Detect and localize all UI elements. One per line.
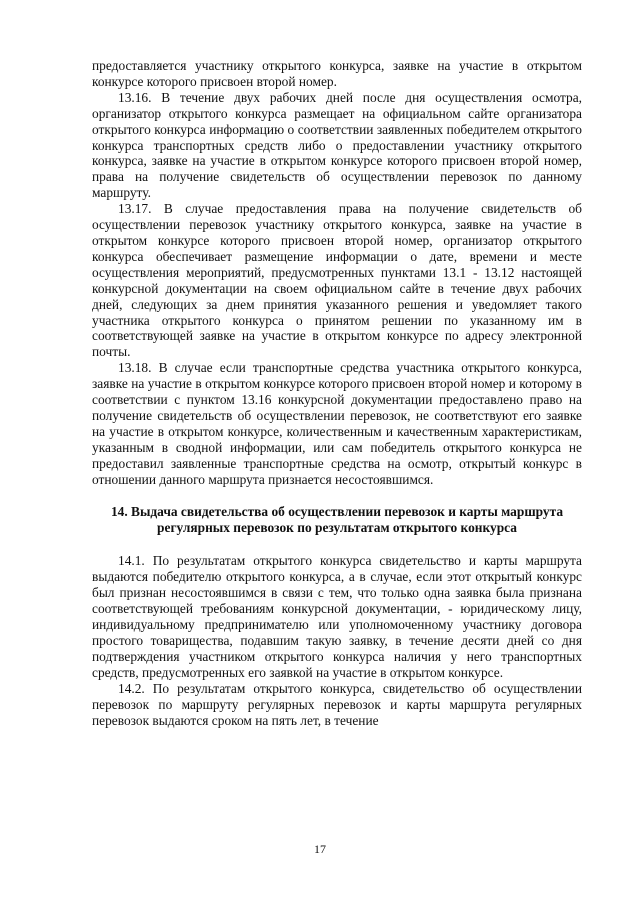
paragraph-13-17: 13.17. В случае предоставления права на получение свидетельств об осуществлении перевозок участнику открытого конкурса, заявке на участие в открытом конкурсе которого присвоен второй номер, организатор открытого конкурса обеспечивает размещение информации о дате, времени и месте осуществления мероприятий, предусмотренных пунктами 13.1 - 13.12 настоящей конкурсной документации на своем официальном сайте в течение двух рабочих дней, следующих за днем принятия указанного решения и уведомляет такого участника открытого конкурса о принятом решении по указанному им в соответствующей заявке на участие в открытом конкурсе по адресу электронной почты. [92, 201, 582, 360]
paragraph-14-2: 14.2. По результатам открытого конкурса, свидетельство об осуществлении перевозок по маршруту регулярных перевозок и карты маршрута регулярных перевозок выдаются сроком на пять лет, в течение [92, 680, 582, 728]
paragraph-14-1: 14.1. По результатам открытого конкурса свидетельство и карты маршрута выдаются победителю открытого конкурса, а в случае, если этот открытый конкурс был признан несостоявшимся в связи с тем, что только одна заявка была признана соответствующей требованиям конкурсной документации, - юридическому лицу, индивидуальному предпринимателю или уполномоченному участнику договора простого товарищества, подавшим такую заявку, в течение десяти дней со дня подтверждения участником открытого конкурса наличия у него транспортных средств, предусмотренных его заявкой на участие в открытом конкурсе. [92, 553, 582, 680]
section-heading-14: 14. Выдача свидетельства об осуществлении перевозок и карты маршрута регулярных перевозок по результатам открытого конкурса [110, 504, 564, 536]
paragraph-13-16: 13.16. В течение двух рабочих дней после дня осуществления осмотра, организатор открытого конкурса размещает на официальном сайте организатора открытого конкурса информацию о соответствии заявленных победителем открытого конкурса транспортных средств либо о предоставлении участнику открытого конкурса, заявке на участие в открытом конкурсе которого присвоен второй номер, права на получение свидетельств об осуществлении перевозок по данному маршруту. [92, 89, 582, 201]
paragraph-13-18: 13.18. В случае если транспортные средства участника открытого конкурса, заявке на участие в открытом конкурсе которого присвоен второй номер и которому в соответствии с пунктом 13.16 конкурсной документации предоставлено право на получение свидетельств об осуществлении перевозок, не соответствуют его заявке на участие в открытом конкурсе, количественным и качественным характеристикам, указанным в сводной информации, или сам победитель открытого конкурса не предоставил заявленные транспортные средства на осмотр, открытый конкурс в отношении данного маршрута признается несостоявшимся. [92, 360, 582, 487]
page-number: 17 [314, 842, 326, 856]
paragraph-continuation: предоставляется участнику открытого конкурса, заявке на участие в открытом конкурсе которого присвоен второй номер. [92, 58, 582, 89]
document-page [92, 58, 582, 728]
